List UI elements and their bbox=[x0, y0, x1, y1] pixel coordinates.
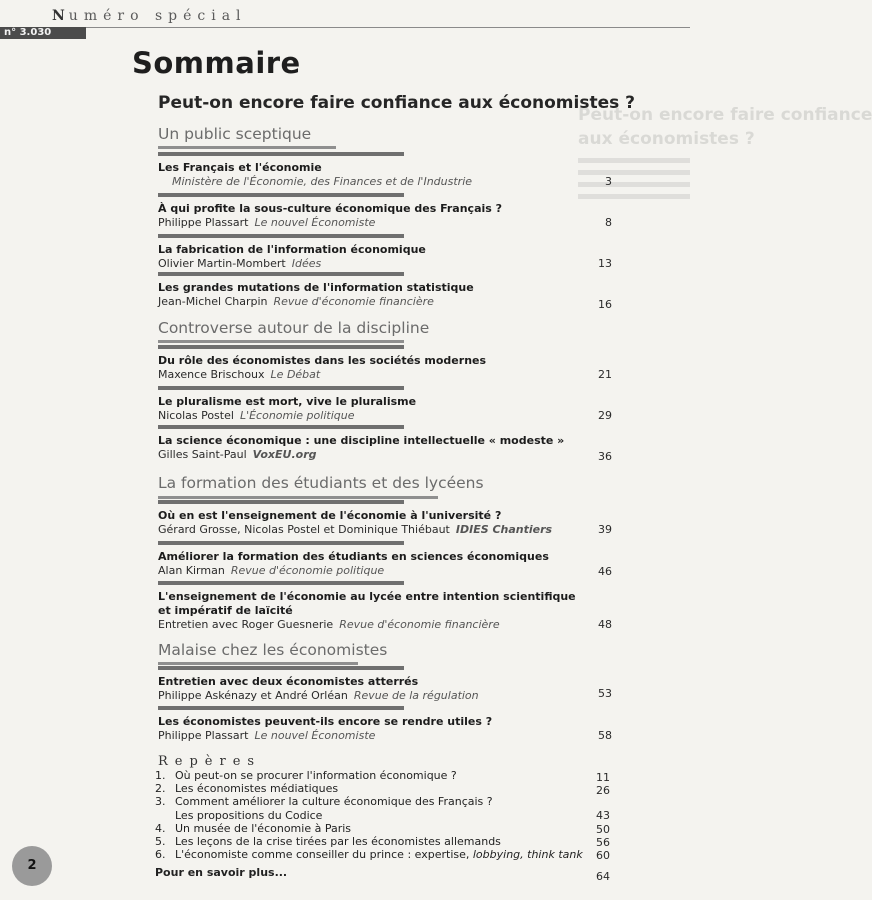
toc-entry[interactable] bbox=[158, 152, 623, 189]
reperes-item[interactable]: 1. Où peut-on se procurer l'information économique ? bbox=[155, 769, 457, 782]
page-number: 53 bbox=[598, 687, 612, 700]
entry-author: Alan Kirman Revue d'économie politique bbox=[158, 564, 385, 577]
page-number-badge: 2 bbox=[12, 846, 52, 886]
entry-author: Olivier Martin-Mombert Idées bbox=[158, 257, 322, 270]
entry-title: À qui profite la sous-culture économique des Français ? bbox=[158, 202, 503, 215]
entry-bar bbox=[158, 152, 404, 156]
issue-number: n° 3.030 bbox=[4, 27, 52, 38]
entry-bar bbox=[158, 272, 404, 276]
issue-label: Numéro spécial bbox=[52, 8, 247, 24]
reperes-item[interactable]: 6. L'économiste comme conseiller du prince : expertise, lobbying, think tank bbox=[155, 848, 583, 861]
entry-author: Ministère de l'Économie, des Finances et de l'Industrie bbox=[172, 175, 473, 188]
header-rule bbox=[10, 27, 690, 28]
page-number: 50 bbox=[596, 823, 610, 836]
page-number: 64 bbox=[596, 870, 610, 883]
toc-entry[interactable] bbox=[158, 541, 623, 578]
entry-author: Entretien avec Roger Guesnerie Revue d'économie financière bbox=[158, 618, 500, 631]
reperes-item[interactable]: 4. Un musée de l'économie à Paris bbox=[155, 822, 352, 835]
entry-title: Les économistes peuvent-ils encore se rendre utiles ? bbox=[158, 715, 493, 728]
bleed-through-text: Peut-on encore faire confiance aux économistes ? bbox=[578, 103, 690, 803]
section-title: Un public sceptique bbox=[158, 125, 312, 143]
section-title: Malaise chez les économistes bbox=[158, 641, 388, 659]
section-rule bbox=[158, 662, 358, 665]
page-number: 46 bbox=[598, 565, 612, 578]
entry-author: Gilles Saint-Paul VoxEU.org bbox=[158, 448, 317, 461]
entry-author: Philippe Askénazy et André Orléan Revue de la régulation bbox=[158, 689, 479, 702]
entry-author: Philippe Plassart Le nouvel Économiste bbox=[158, 216, 376, 229]
page-number: 48 bbox=[598, 618, 612, 631]
entry-bar bbox=[158, 234, 404, 238]
entry-bar bbox=[158, 500, 404, 504]
page-title: Sommaire bbox=[132, 46, 301, 80]
page-number: 11 bbox=[596, 771, 610, 784]
page-number: 13 bbox=[598, 257, 612, 270]
page-number: 39 bbox=[598, 523, 612, 536]
reperes-item[interactable]: 5. Les leçons de la crise tirées par les économistes allemands bbox=[155, 835, 501, 848]
main-heading: Peut-on encore faire confiance aux économistes ? bbox=[158, 93, 636, 113]
reperes-title: Repères bbox=[158, 754, 262, 769]
entry-author: Jean-Michel Charpin Revue d'économie financière bbox=[158, 295, 434, 308]
entry-title: Le pluralisme est mort, vive le pluralisme bbox=[158, 395, 417, 408]
toc-entry[interactable] bbox=[158, 425, 623, 462]
toc-entry[interactable] bbox=[158, 345, 623, 382]
page-number: 21 bbox=[598, 368, 612, 381]
reperes-item[interactable]: 3. Comment améliorer la culture économique des Français ? bbox=[155, 795, 493, 808]
entry-title: Les Français et l'économie bbox=[158, 161, 322, 174]
entry-bar bbox=[158, 706, 404, 710]
reperes-subitem: Les propositions du Codice bbox=[175, 809, 323, 822]
entry-bar bbox=[158, 541, 404, 545]
page-number: 58 bbox=[598, 729, 612, 742]
entry-title: Où en est l'enseignement de l'économie à l'université ? bbox=[158, 509, 502, 522]
entry-bar bbox=[158, 193, 404, 197]
entry-author: Gérard Grosse, Nicolas Postel et Dominique Thiébaut IDIES Chantiers bbox=[158, 523, 553, 536]
toc-entry[interactable] bbox=[158, 234, 623, 271]
page-number: 56 bbox=[596, 836, 610, 849]
entry-bar bbox=[158, 386, 404, 390]
section-rule bbox=[158, 146, 336, 149]
toc-entry[interactable] bbox=[158, 581, 623, 632]
entry-title-continued: et impératif de laïcité bbox=[158, 604, 293, 617]
page-number: 43 bbox=[596, 809, 610, 822]
page-number: 60 bbox=[596, 849, 610, 862]
entry-title: La science économique : une discipline intellectuelle « modeste » bbox=[158, 434, 565, 447]
reperes-item[interactable]: 2. Les économistes médiatiques bbox=[155, 782, 339, 795]
section-title: Controverse autour de la discipline bbox=[158, 319, 430, 337]
toc-entry[interactable] bbox=[158, 193, 623, 230]
entry-title: Les grandes mutations de l'information statistique bbox=[158, 281, 474, 294]
entry-bar bbox=[158, 581, 404, 585]
toc-entry[interactable] bbox=[158, 272, 623, 309]
entry-author: Nicolas Postel L'Économie politique bbox=[158, 409, 355, 422]
toc-entry[interactable] bbox=[158, 500, 623, 537]
more-info-link[interactable]: Pour en savoir plus... bbox=[155, 866, 288, 879]
entry-title: L'enseignement de l'économie au lycée entre intention scientifique bbox=[158, 590, 576, 603]
section-rule bbox=[158, 340, 404, 343]
section-title: La formation des étudiants et des lycéens bbox=[158, 474, 484, 492]
entry-author: Maxence Brischoux Le Débat bbox=[158, 368, 321, 381]
entry-bar bbox=[158, 425, 404, 429]
entry-title: La fabrication de l'information économique bbox=[158, 243, 426, 256]
entry-title: Améliorer la formation des étudiants en sciences économiques bbox=[158, 550, 549, 563]
toc-entry[interactable] bbox=[158, 706, 623, 743]
entry-title: Du rôle des économistes dans les sociétés modernes bbox=[158, 354, 487, 367]
section-rule bbox=[158, 496, 438, 499]
page-number: 29 bbox=[598, 409, 612, 422]
toc-entry[interactable] bbox=[158, 386, 623, 423]
entry-title: Entretien avec deux économistes atterrés bbox=[158, 675, 419, 688]
page-number: 16 bbox=[598, 298, 612, 311]
entry-author: Philippe Plassart Le nouvel Économiste bbox=[158, 729, 376, 742]
toc-entry[interactable] bbox=[158, 666, 623, 703]
entry-bar bbox=[158, 345, 404, 349]
page-number: 26 bbox=[596, 784, 610, 797]
page-number: 36 bbox=[598, 450, 612, 463]
page-number: 8 bbox=[605, 216, 612, 229]
entry-bar bbox=[158, 666, 404, 670]
page-number: 3 bbox=[605, 175, 612, 188]
